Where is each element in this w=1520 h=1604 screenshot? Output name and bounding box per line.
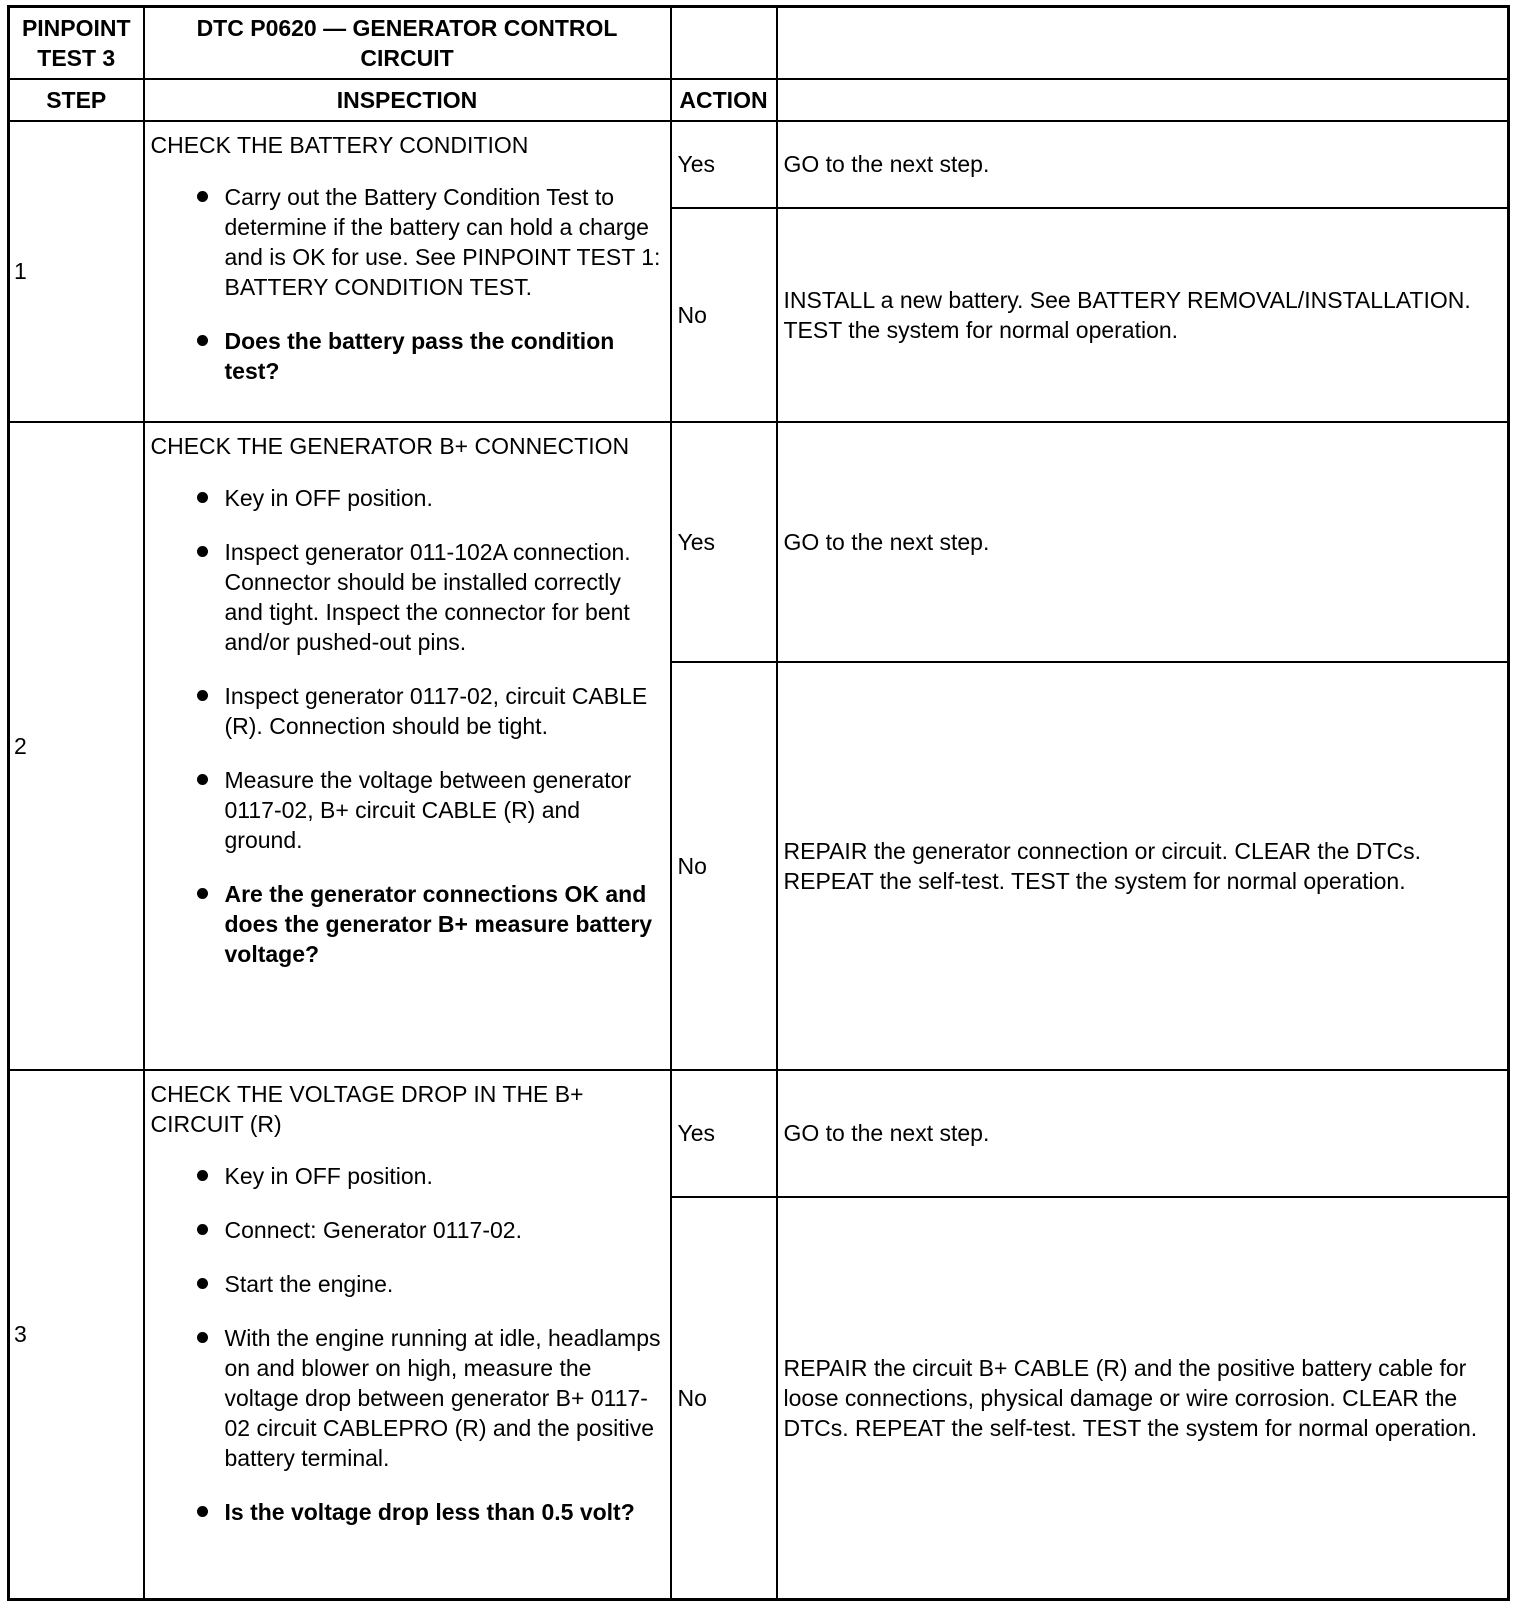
step-2-title: CHECK THE GENERATOR B+ CONNECTION bbox=[150, 432, 630, 459]
step-3-inspection bbox=[144, 1070, 671, 1600]
step-1-title: CHECK THE BATTERY CONDITION bbox=[150, 131, 529, 158]
step-2-no-action: REPAIR the generator connection or circuit. CLEAR the DTCs. REPEAT the self-test. TEST the system for normal operation. bbox=[777, 662, 1509, 1070]
step-1-bullet-list bbox=[151, 182, 664, 386]
step-3-yes-row bbox=[9, 1070, 1509, 1197]
pinpoint-test-table bbox=[7, 5, 1510, 1601]
step-1-yes-row bbox=[9, 121, 1509, 208]
step-1-yes-label: Yes bbox=[671, 121, 777, 208]
step-3-number: 3 bbox=[9, 1070, 144, 1600]
step-2-yes-action: GO to the next step. bbox=[777, 422, 1509, 662]
step-3-bullet-list bbox=[151, 1161, 664, 1527]
step-3-bullet: Start the engine. bbox=[195, 1269, 664, 1299]
step-3-yes-label: Yes bbox=[671, 1070, 777, 1197]
step-3-bullet: Key in OFF position. bbox=[195, 1161, 664, 1191]
title-row bbox=[9, 7, 1509, 79]
inspection-column-header: INSPECTION bbox=[144, 79, 671, 121]
title-blank-cell bbox=[777, 7, 1509, 79]
step-3-no-label: No bbox=[671, 1197, 777, 1600]
test-title: DTC P0620 — GENERATOR CONTROL CIRCUIT bbox=[144, 7, 671, 79]
step-3-yes-action: GO to the next step. bbox=[777, 1070, 1509, 1197]
step-1-no-label: No bbox=[671, 208, 777, 422]
step-column-header: STEP bbox=[9, 79, 144, 121]
step-2-number: 2 bbox=[9, 422, 144, 1070]
column-header-row bbox=[9, 79, 1509, 121]
title-blank-cell bbox=[671, 7, 777, 79]
pinpoint-test-label: PINPOINT TEST 3 bbox=[9, 7, 144, 79]
step-2-no-label: No bbox=[671, 662, 777, 1070]
step-2-bullet: Key in OFF position. bbox=[195, 483, 664, 513]
step-1-no-action: INSTALL a new battery. See BATTERY REMOVAL/INSTALLATION. TEST the system for normal operation. bbox=[777, 208, 1509, 422]
step-2-question: Are the generator connections OK and does the generator B+ measure battery voltage? bbox=[195, 879, 664, 969]
step-3-no-action: REPAIR the circuit B+ CABLE (R) and the positive battery cable for loose connections, physical damage or wire corrosion. CLEAR the DTCs. REPEAT the self-test. TEST the system for normal operation. bbox=[777, 1197, 1509, 1600]
action-column-header: ACTION bbox=[671, 79, 777, 121]
step-1-yes-action: GO to the next step. bbox=[777, 121, 1509, 208]
step-1-inspection bbox=[144, 121, 671, 422]
step-2-bullet: Measure the voltage between generator 0117-02, B+ circuit CABLE (R) and ground. bbox=[195, 765, 664, 855]
pinpoint-test-document bbox=[7, 5, 1507, 1598]
step-2-bullet: Inspect generator 0117-02, circuit CABLE (R). Connection should be tight. bbox=[195, 681, 664, 741]
step-1-number: 1 bbox=[9, 121, 144, 422]
step-3-bullet: Connect: Generator 0117-02. bbox=[195, 1215, 664, 1245]
step-2-inspection bbox=[144, 422, 671, 1070]
step-2-yes-row bbox=[9, 422, 1509, 662]
step-1-bullet: Carry out the Battery Condition Test to determine if the battery can hold a charge and is OK for use. See PINPOINT TEST 1: BATTERY CONDITION TEST. bbox=[195, 182, 664, 302]
step-3-bullet: With the engine running at idle, headlamps on and blower on high, measure the voltage drop between generator B+ 0117-02 circuit CABLEPRO (R) and the positive battery terminal. bbox=[195, 1323, 664, 1473]
action-blank-header bbox=[777, 79, 1509, 121]
step-3-title: CHECK THE VOLTAGE DROP IN THE B+ CIRCUIT (R) bbox=[150, 1080, 584, 1137]
step-3-question: Is the voltage drop less than 0.5 volt? bbox=[195, 1497, 664, 1527]
step-1-question: Does the battery pass the condition test? bbox=[195, 326, 664, 386]
step-2-yes-label: Yes bbox=[671, 422, 777, 662]
step-2-bullet: Inspect generator 011-102A connection. Connector should be installed correctly and tight. Inspect the connector for bent and/or pushed-out pins. bbox=[195, 537, 664, 657]
step-2-bullet-list bbox=[151, 483, 664, 969]
